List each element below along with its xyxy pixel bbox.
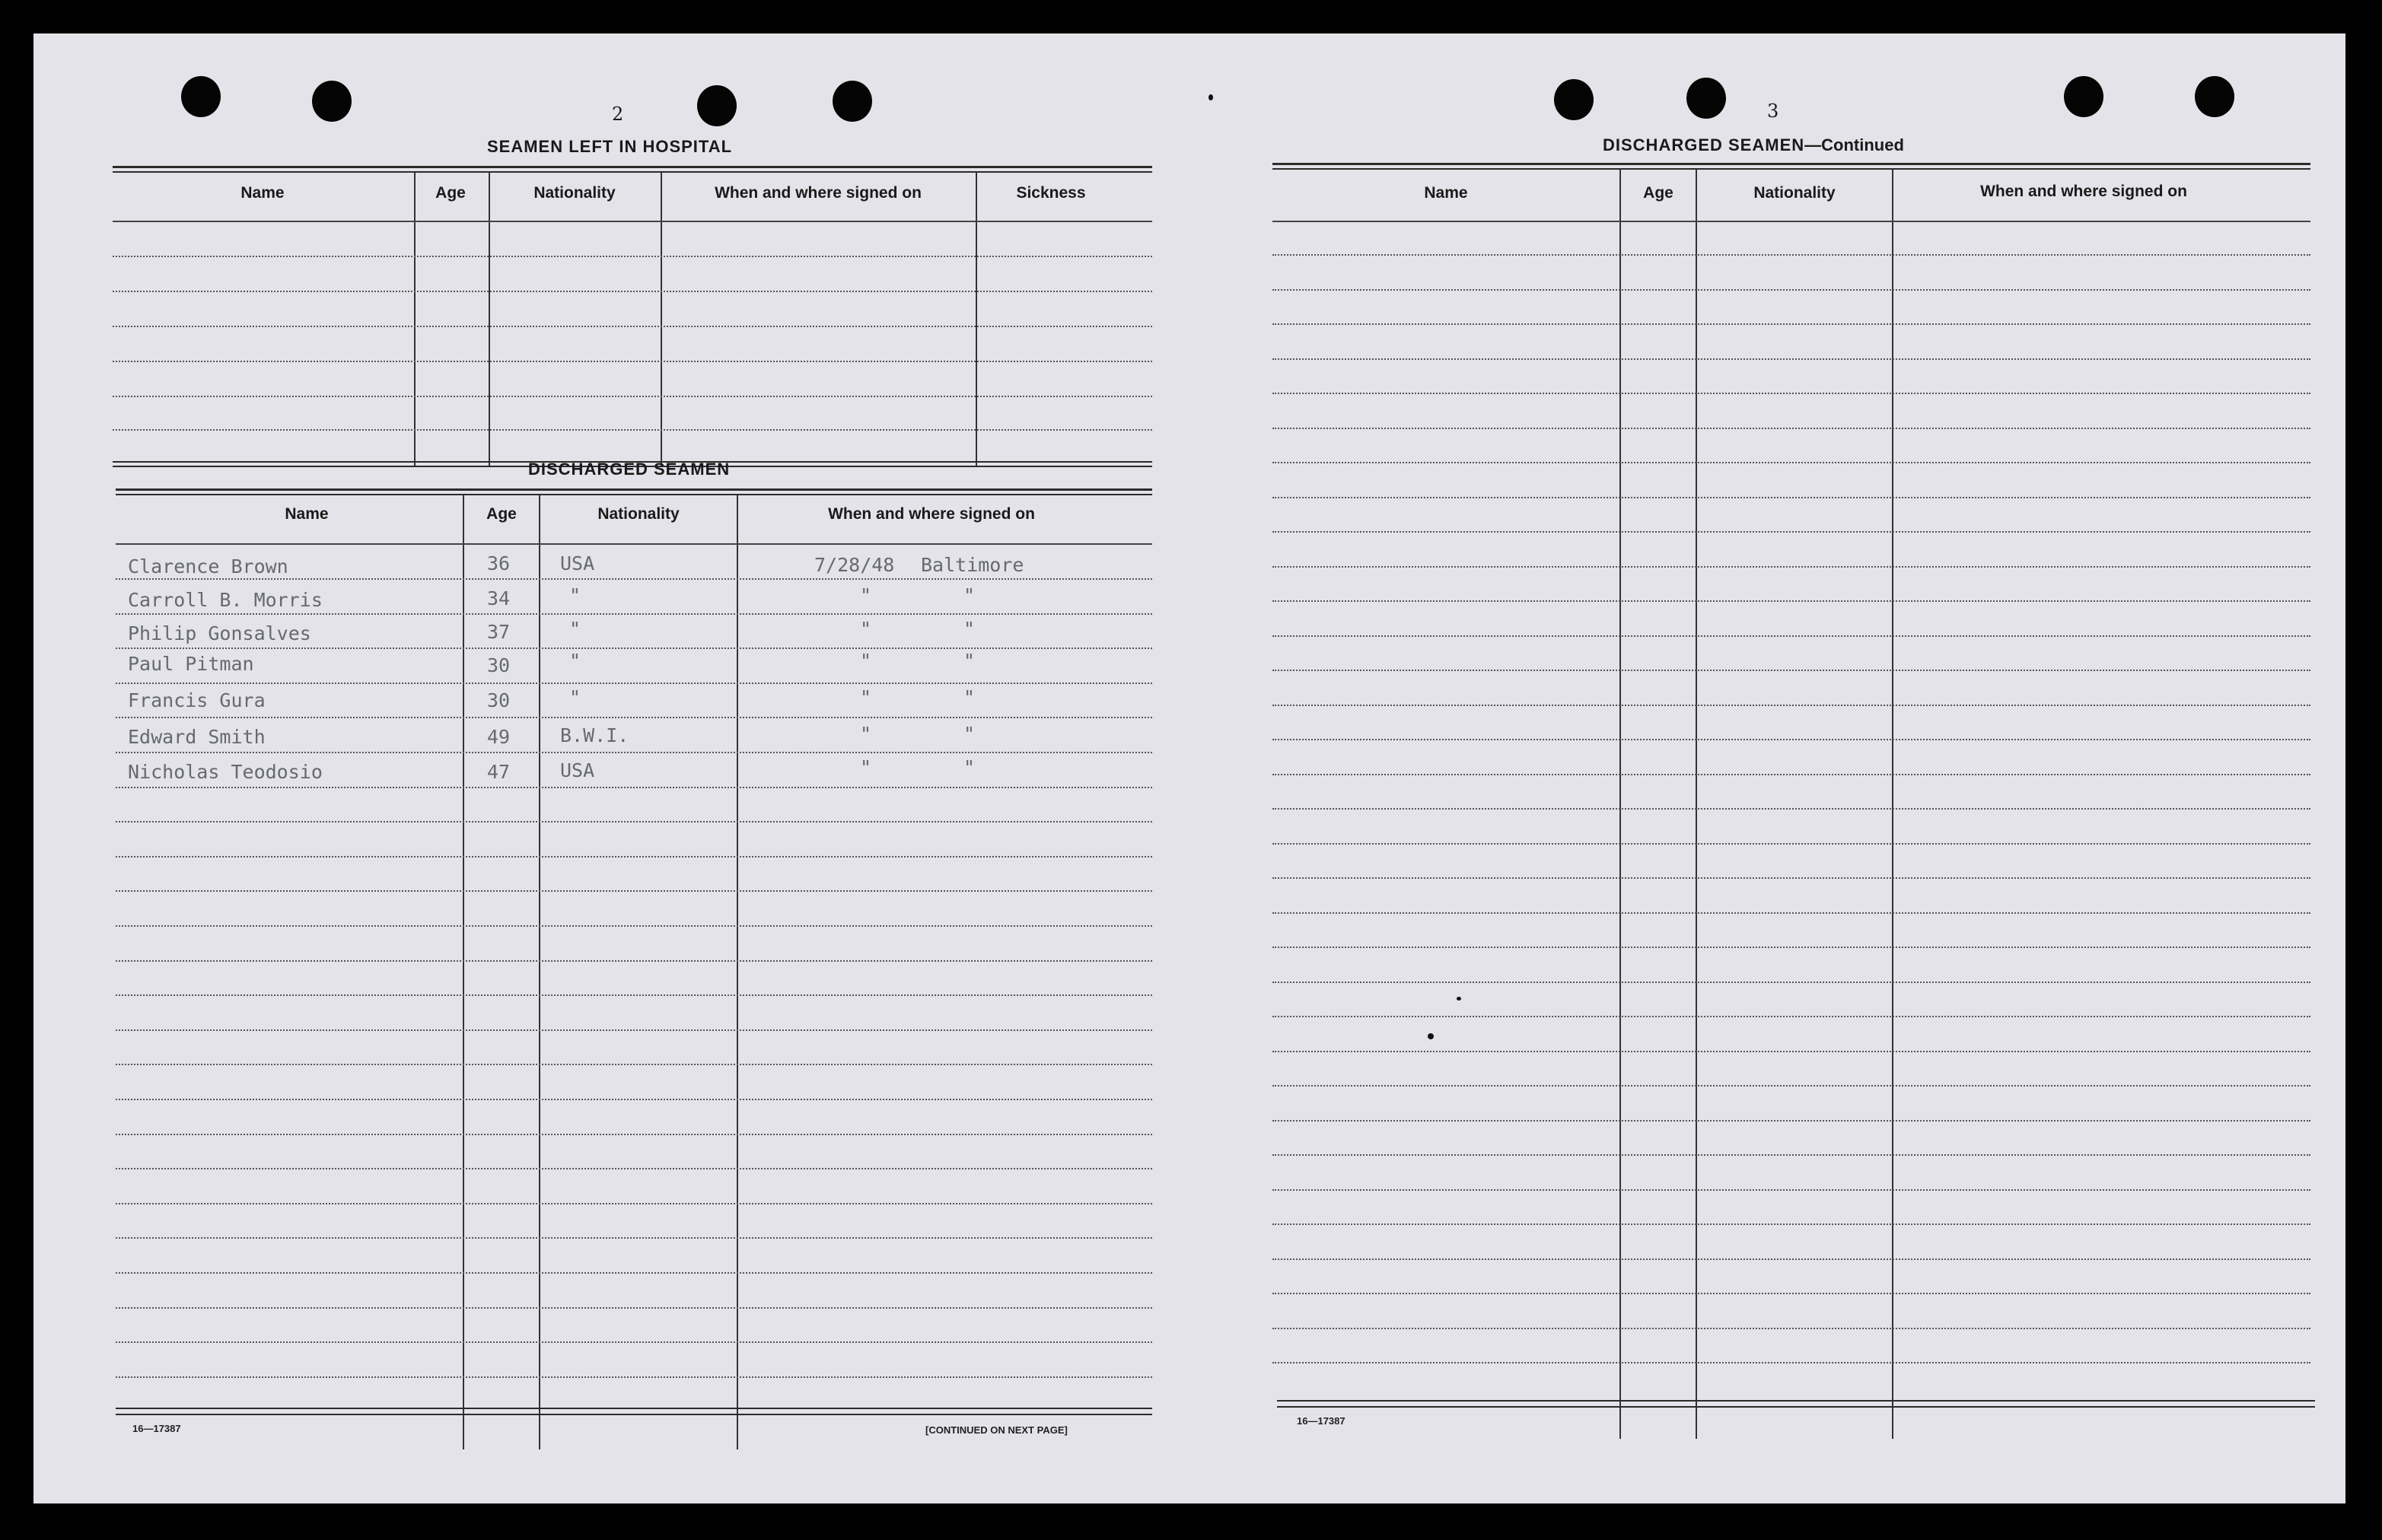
ruled-line <box>116 1307 1152 1309</box>
seaman-age: 34 <box>487 587 511 609</box>
ruled-line <box>116 613 1152 615</box>
ruled-line <box>116 1237 1152 1239</box>
ruled-line <box>116 994 1152 996</box>
top-rule <box>113 171 1152 173</box>
discharged-continued-title <box>1603 135 1904 155</box>
ruled-line <box>116 1341 1152 1343</box>
ruled-line <box>116 1376 1152 1378</box>
seaman-nationality: USA <box>560 759 595 781</box>
punch-hole <box>312 81 352 122</box>
column-header: Nationality <box>597 505 680 523</box>
column-header: When and where signed on <box>715 184 922 202</box>
punch-hole <box>1554 79 1594 120</box>
bottom-rule <box>1277 1400 2315 1402</box>
ruled-line <box>1272 1362 2310 1363</box>
document-sheet <box>33 33 2345 1503</box>
signed-on-place: " <box>963 618 976 640</box>
ruled-line <box>116 960 1152 962</box>
ruled-line <box>1272 774 2310 775</box>
header-rule <box>1272 221 2310 222</box>
ruled-line <box>1272 289 2310 291</box>
ruled-line <box>1272 428 2310 429</box>
ruled-line <box>116 1168 1152 1169</box>
signed-on-date: " <box>860 756 872 778</box>
column-header: Age <box>486 505 517 523</box>
ruled-line <box>1272 358 2310 360</box>
column-divider <box>539 495 540 1449</box>
signed-on-date: " <box>860 650 872 672</box>
column-divider <box>1619 170 1621 1439</box>
seaman-name: Paul Pitman <box>128 653 254 675</box>
ruled-line <box>116 925 1152 927</box>
column-divider <box>976 173 977 466</box>
ruled-line <box>1272 670 2310 671</box>
signed-on-place: " <box>963 650 976 672</box>
top-rule <box>1272 168 2310 170</box>
top-rule <box>113 166 1152 168</box>
seaman-nationality: " <box>569 650 581 672</box>
column-header: Nationality <box>1753 184 1836 202</box>
ink-speck <box>1428 1033 1434 1039</box>
seaman-nationality: " <box>569 618 581 640</box>
ruled-line <box>116 1203 1152 1204</box>
signed-on-date: " <box>860 723 872 745</box>
column-header: Name <box>285 505 329 523</box>
ink-speck <box>1209 94 1213 100</box>
seaman-age: 30 <box>487 689 511 711</box>
ruled-line <box>1272 1293 2310 1294</box>
punch-hole <box>181 76 221 117</box>
page-number: 3 <box>1767 100 1779 122</box>
ruled-line <box>113 256 1152 257</box>
top-rule <box>116 494 1152 495</box>
seaman-name: Philip Gonsalves <box>128 622 311 644</box>
hospital-section-title: SEAMEN LEFT IN HOSPITAL <box>487 137 733 156</box>
punch-hole <box>697 85 737 126</box>
seaman-age: 30 <box>487 654 511 676</box>
punch-hole <box>2064 76 2103 117</box>
ruled-line <box>1272 877 2310 879</box>
form-number: 16—17387 <box>132 1423 181 1434</box>
ruled-line <box>1272 912 2310 914</box>
title-text: DISCHARGED SEAMEN <box>1603 135 1805 154</box>
continued-note: [CONTINUED ON NEXT PAGE] <box>925 1424 1068 1436</box>
header-rule <box>113 221 1152 222</box>
top-rule <box>1272 163 2310 165</box>
seaman-age: 36 <box>487 552 511 574</box>
signed-on-place: " <box>963 723 976 745</box>
ruled-line <box>113 291 1152 292</box>
ruled-line <box>1272 1258 2310 1260</box>
ruled-line <box>116 1064 1152 1065</box>
ruled-line <box>116 1029 1152 1031</box>
column-divider <box>463 495 464 1449</box>
seaman-age: 47 <box>487 761 511 783</box>
ruled-line <box>116 752 1152 753</box>
ruled-line <box>116 682 1152 684</box>
title-suffix: —Continued <box>1804 135 1904 154</box>
ruled-line <box>1272 947 2310 948</box>
column-divider <box>1892 170 1893 1439</box>
signed-on-date: 7/28/48 <box>814 554 895 576</box>
seaman-nationality: " <box>569 584 581 606</box>
ruled-line <box>116 856 1152 858</box>
ruled-line <box>116 1272 1152 1274</box>
seaman-name: Edward Smith <box>128 726 266 748</box>
seaman-age: 49 <box>487 726 511 748</box>
bottom-rule <box>1277 1406 2315 1408</box>
ruled-line <box>1272 705 2310 706</box>
column-header: Sickness <box>1016 184 1086 202</box>
column-header: Name <box>240 184 285 202</box>
punch-hole <box>833 81 872 122</box>
seaman-name: Clarence Brown <box>128 555 288 578</box>
signed-on-place: " <box>963 756 976 778</box>
signed-on-place: " <box>963 584 976 606</box>
seaman-name: Francis Gura <box>128 689 266 711</box>
signed-on-place: " <box>963 686 976 708</box>
ruled-line <box>1272 462 2310 463</box>
seaman-name: Nicholas Teodosio <box>128 761 323 783</box>
ruled-line <box>116 1134 1152 1135</box>
signed-on-place: Baltimore <box>921 554 1024 576</box>
page-number: 2 <box>612 103 624 125</box>
ruled-line <box>113 361 1152 362</box>
ruled-line <box>1272 1016 2310 1017</box>
discharged-section-title: DISCHARGED SEAMEN <box>528 460 731 479</box>
ruled-line <box>1272 982 2310 983</box>
column-divider <box>489 173 490 466</box>
form-number: 16—17387 <box>1297 1415 1345 1427</box>
seaman-age: 37 <box>487 621 511 643</box>
ruled-line <box>1272 600 2310 602</box>
ruled-line <box>113 396 1152 397</box>
ruled-line <box>1272 739 2310 740</box>
bottom-rule <box>116 1408 1152 1409</box>
ruled-line <box>1272 1154 2310 1156</box>
column-divider <box>737 495 738 1449</box>
column-header: Age <box>435 184 466 202</box>
header-rule <box>116 543 1152 545</box>
ruled-line <box>1272 1189 2310 1191</box>
ruled-line <box>1272 1328 2310 1329</box>
punch-hole <box>2195 76 2234 117</box>
ruled-line <box>116 890 1152 892</box>
ruled-line <box>116 648 1152 649</box>
ruled-line <box>116 821 1152 822</box>
ruled-line <box>1272 393 2310 394</box>
ruled-line <box>1272 635 2310 637</box>
ruled-line <box>1272 254 2310 256</box>
ruled-line <box>1272 566 2310 568</box>
seaman-nationality: USA <box>560 552 595 574</box>
ruled-line <box>113 326 1152 327</box>
ruled-line <box>116 1099 1152 1100</box>
ruled-line <box>1272 843 2310 845</box>
ruled-line <box>1272 808 2310 810</box>
column-header: Nationality <box>533 184 616 202</box>
ruled-line <box>1272 497 2310 498</box>
ruled-line <box>113 429 1152 431</box>
ruled-line <box>1272 323 2310 325</box>
column-header: Age <box>1643 184 1673 202</box>
ruled-line <box>1272 1223 2310 1225</box>
signed-on-date: " <box>860 618 872 640</box>
seaman-name: Carroll B. Morris <box>128 589 323 611</box>
ruled-line <box>116 717 1152 718</box>
column-header: When and where signed on <box>1980 183 2187 200</box>
ink-speck <box>1457 997 1461 1001</box>
signed-on-date: " <box>860 686 872 708</box>
ruled-line <box>1272 1051 2310 1052</box>
column-header: Name <box>1424 184 1468 202</box>
seaman-nationality: " <box>569 686 581 708</box>
column-header: When and where signed on <box>828 505 1035 523</box>
column-divider <box>414 173 416 466</box>
ruled-line <box>116 787 1152 788</box>
top-rule <box>116 488 1152 491</box>
ruled-line <box>1272 1120 2310 1122</box>
column-divider <box>661 173 662 466</box>
signed-on-date: " <box>860 584 872 606</box>
ruled-line <box>1272 1085 2310 1087</box>
ruled-line <box>116 578 1152 580</box>
ruled-line <box>1272 531 2310 533</box>
column-divider <box>1696 170 1697 1439</box>
punch-hole <box>1686 78 1726 119</box>
seaman-nationality: B.W.I. <box>560 724 629 746</box>
bottom-rule <box>116 1414 1152 1415</box>
